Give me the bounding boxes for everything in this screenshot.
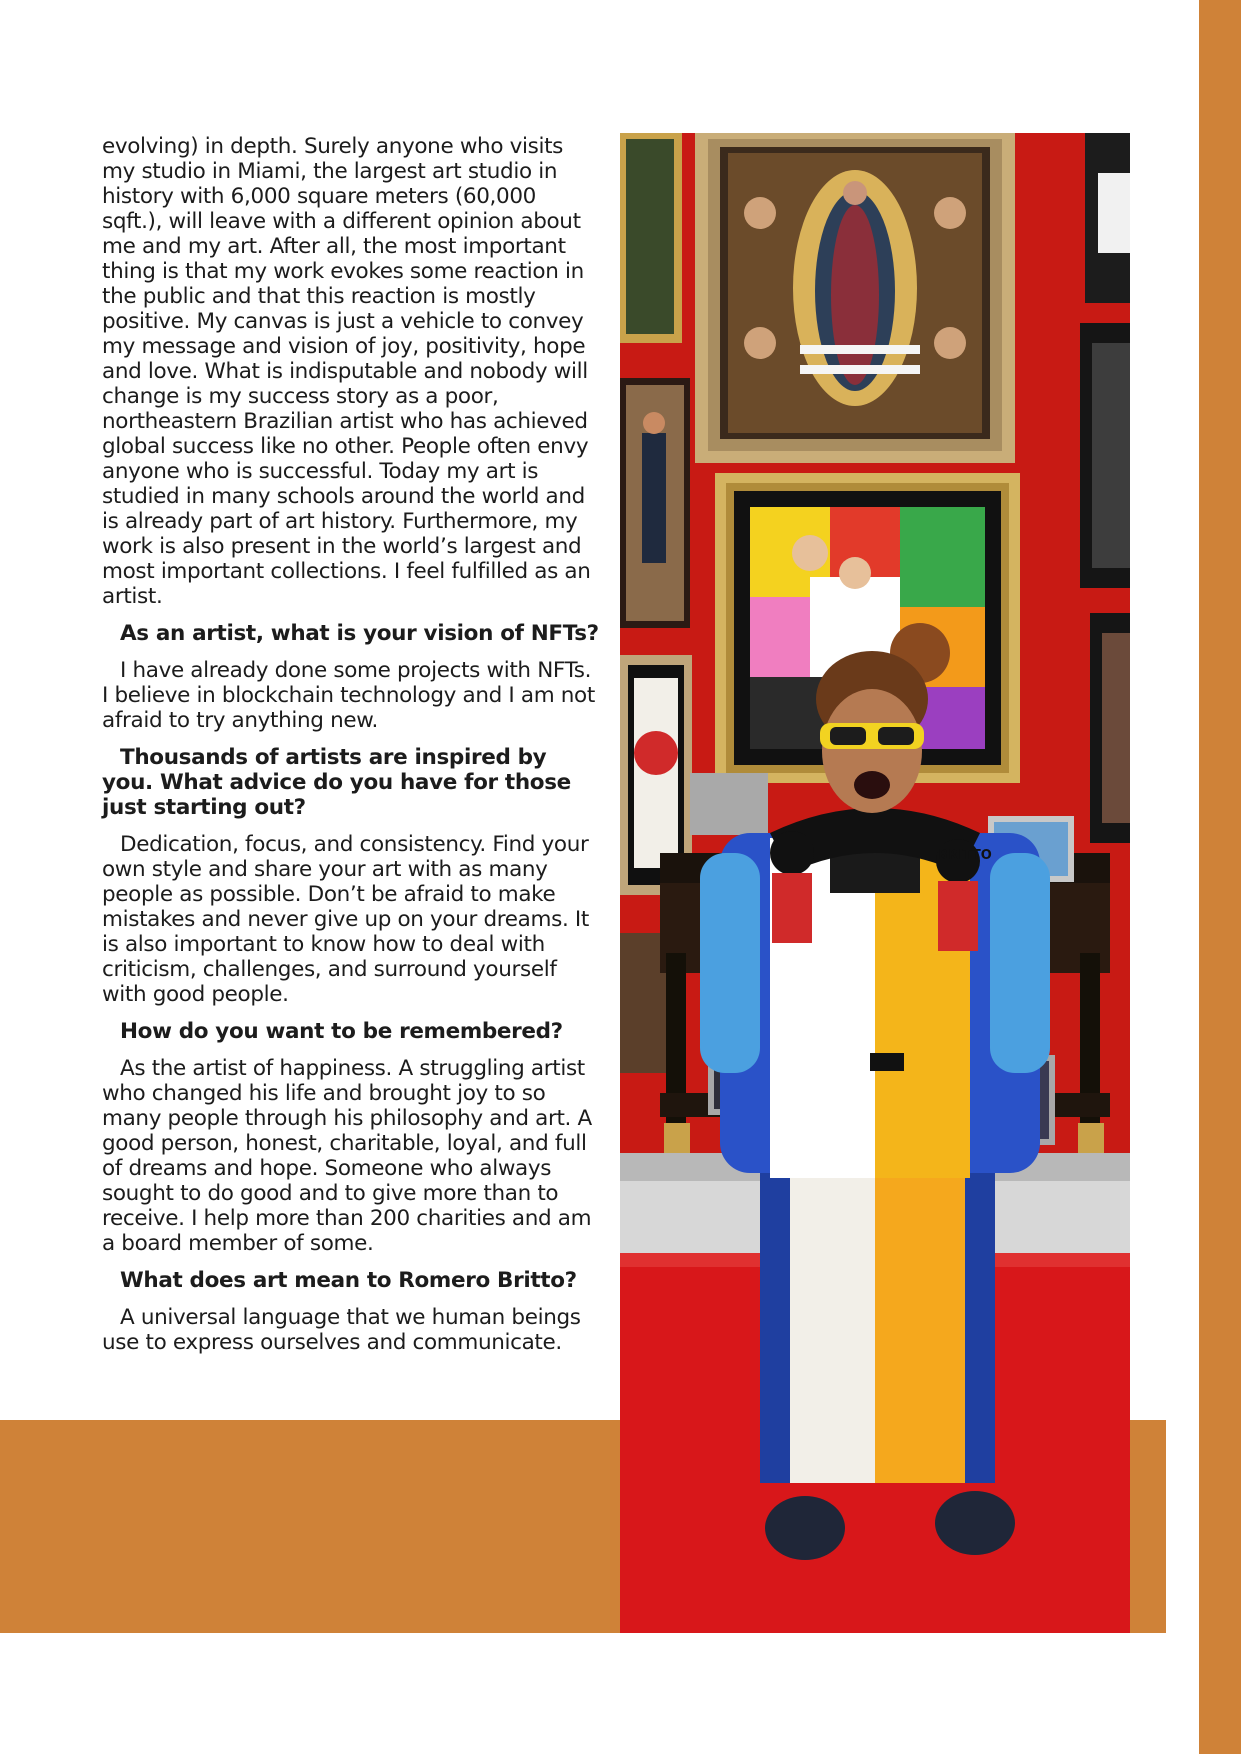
wall-frame-left-portrait	[620, 378, 690, 628]
question-remembered: How do you want to be remembered?	[120, 1019, 563, 1044]
answer-advice: Dedication, focus, and consistency. Find your own style and share your art with as many people as possible. Don’t be afraid to make mistakes and never give up on your dreams. It is also important to know how to deal with criticism, challenges, and surround yourself with good people.	[102, 832, 589, 1007]
answer-nfts: I have already done some projects with NFTs. I believe in blockchain technology and I am not afraid to try anything new.	[102, 658, 595, 733]
answer-remembered: As the artist of happiness. A struggling artist who changed his life and brought joy to so many people through his philosophy and art. A good person, honest, charitable, loyal, and full of dreams and hope. Someone who always sought to do good and to give more than to receive. I help more than 200 charities and am a board member of some.	[102, 1056, 592, 1256]
wall-frame-left-top	[620, 133, 682, 343]
artist-photo	[620, 133, 1130, 1633]
answer-art-meaning: A universal language that we human beings use to express ourselves and communicate.	[102, 1305, 581, 1355]
shirt-logo-text: BRITTO	[938, 848, 992, 863]
question-advice: Thousands of artists are inspired by you. What advice do you have for those just starting out?	[102, 745, 571, 820]
lead-paragraph: evolving) in depth. Surely anyone who visits my studio in Miami, the largest art studio in history with 6,000 square meters (60,000 sqft.), will leave with a different opinion about me and my art. After all, the most important thing is that my work evokes some reaction in the public and that this reaction is mostly positive. My canvas is just a vehicle to convey my message and vision of joy, positivity, hope and love. What is indisputable and nobody will change is my success story as a poor, northeastern Brazilian artist who has achieved global success like no other. People often envy anyone who is successful. Today my art is studied in many schools around the world and is already part of art history. Furthermore, my work is also present in the world’s largest and most important collections. I feel fulfilled as an artist.	[102, 134, 591, 609]
question-nfts: As an artist, what is your vision of NFTs?	[120, 621, 599, 646]
wall-frame-icon-painting	[695, 133, 1015, 463]
question-art-meaning: What does art mean to Romero Britto?	[120, 1268, 577, 1293]
article-column	[102, 134, 600, 1367]
accent-bar-right	[1199, 0, 1241, 1754]
